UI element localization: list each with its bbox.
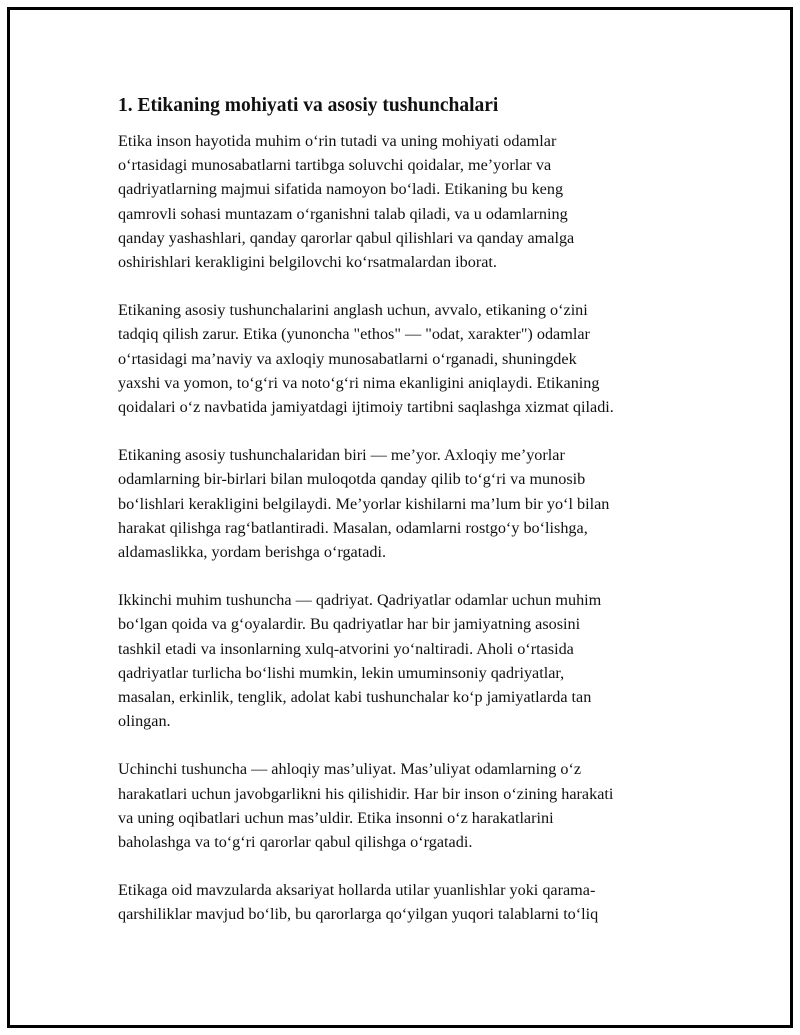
paragraph-3 — [118, 443, 688, 564]
text-line: tashkil etadi va insonlarning xulq-atvorini yo‘naltiradi. Aholi o‘rtasida — [118, 639, 574, 658]
document-content — [118, 93, 688, 951]
text-line: o‘rtasidagi munosabatlarni tartibga soluvchi qoidalar, me’yorlar va — [118, 156, 552, 175]
text-line: olingan. — [118, 712, 171, 731]
text-line: Etika inson hayotida muhim o‘rin tutadi va uning mohiyati odamlar — [118, 132, 557, 150]
text-line: oshirishlari kerakligini belgilovchi ko‘rsatmalardan iborat. — [118, 253, 497, 272]
text-line: yaxshi va yomon, to‘g‘ri va noto‘g‘ri nima ekanligini aniqlaydi. Etikaning — [118, 373, 600, 392]
paragraph-2 — [118, 298, 688, 419]
text-line: qarshiliklar mavjud bo‘lib, bu qarorlarga qo‘yilgan yuqori talablarni to‘liq — [118, 905, 599, 924]
text-line: baholashga va to‘g‘ri qarorlar qabul qilishga o‘rgatadi. — [118, 833, 473, 852]
text-line: harakat qilishga rag‘batlantiradi. Masalan, odamlarni rostgo‘y bo‘lishga, — [118, 518, 588, 537]
text-line: harakatlari uchun javobgarlikni his qilishidir. Har bir inson o‘zining harakati — [118, 784, 614, 803]
text-line: tadqiq qilish zarur. Etika (yunoncha "ethos" — "odat, xarakter") odamlar — [118, 325, 590, 344]
text-line: Etikaning asosiy tushunchalarini anglash uchun, avvalo, etikaning o‘zini — [118, 301, 588, 320]
paragraph-1 — [118, 129, 688, 274]
paragraph-6 — [118, 878, 688, 926]
text-line: bo‘lgan qoida va g‘oyalardir. Bu qadriyatlar har bir jamiyatning asosini — [118, 615, 581, 634]
text-line: Etikaning asosiy tushunchalaridan biri — me’yor. Axloqiy me’yorlar — [118, 446, 565, 465]
text-line: qadriyatlarning majmui sifatida namoyon bo‘ladi. Etikaning bu keng — [118, 180, 564, 199]
text-line: qadriyatlar turlicha bo‘lishi mumkin, lekin umuminsoniy qadriyatlar, — [118, 663, 565, 682]
text-line: Ikkinchi muhim tushuncha — qadriyat. Qadriyatlar odamlar uchun muhim — [118, 591, 602, 610]
section-heading: 1. Etikaning mohiyati va asosiy tushunchalari — [118, 95, 499, 116]
paragraph-5 — [118, 757, 688, 854]
text-line: masalan, erkinlik, tenglik, adolat kabi tushunchalar ko‘p jamiyatlarda tan — [118, 688, 592, 707]
text-line: bo‘lishlari kerakligini belgilaydi. Me’yorlar kishilarni ma’lum bir yo‘l bilan — [118, 494, 610, 513]
text-line: va uning oqibatlari uchun mas’uldir. Etika insonni o‘z harakatlarini — [118, 808, 554, 827]
paragraph-4 — [118, 588, 688, 733]
text-line: Uchinchi tushuncha — ahloqiy mas’uliyat. Mas’uliyat odamlarning o‘z — [118, 760, 582, 779]
text-line: aldamaslikka, yordam berishga o‘rgatadi. — [118, 543, 387, 562]
text-line: qoidalari o‘z navbatida jamiyatdagi ijtimoiy tartibni saqlashga xizmat qiladi. — [118, 398, 614, 417]
text-line: o‘rtasidagi ma’naviy va axloqiy munosabatlarni o‘rganadi, shuningdek — [118, 349, 577, 368]
text-line: odamlarning bir-birlari bilan muloqotda qanday qilib to‘g‘ri va munosib — [118, 470, 586, 489]
text-line: Etikaga oid mavzularda aksariyat hollarda utilar yuanlishlar yoki qarama- — [118, 881, 596, 900]
text-line: qamrovli sohasi muntazam o‘rganishni talab qiladi, va u odamlarning — [118, 204, 568, 223]
text-line: qanday yashashlari, qanday qarorlar qabul qilishlari va qanday amalga — [118, 228, 575, 247]
